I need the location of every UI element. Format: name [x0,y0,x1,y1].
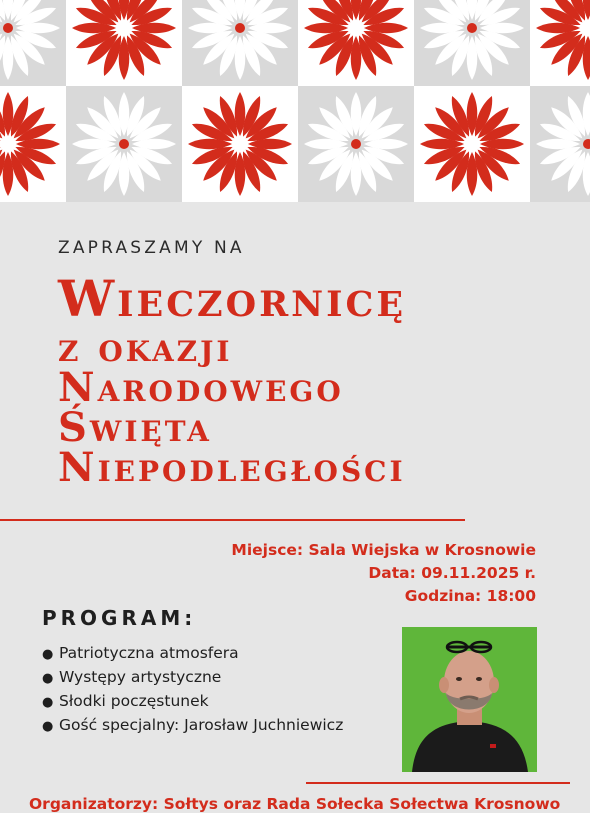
event-place: Miejsce: Sala Wiejska w Krosnowie [231,541,536,559]
guest-photo [402,627,537,772]
bullet-icon: ● [42,671,54,686]
program-item: ● Gość specjalny: Jarosław Juchniewicz [42,713,343,737]
red-flower-icon [66,0,182,86]
flower-pattern [0,0,590,205]
white-flower-icon [530,86,590,202]
program-heading: PROGRAM: [42,606,197,630]
red-flower-icon [298,0,414,86]
title-line-4: Święta [58,404,212,451]
divider-line [0,519,465,521]
title-line-5: Niepodległości [58,444,406,491]
bullet-icon: ● [42,719,54,734]
event-details [231,539,536,608]
white-flower-icon [414,0,530,86]
guest-portrait-icon [402,627,537,772]
red-flower-icon [0,86,66,202]
red-flower-icon [414,86,530,202]
white-flower-icon [182,0,298,86]
program-list [42,641,343,737]
invitation-subtitle: ZAPRASZAMY NA [58,238,245,258]
title-line-1: Wieczornicę [58,269,407,328]
program-item: ● Występy artystyczne [42,665,343,689]
event-time: Godzina: 18:00 [404,587,536,605]
event-title [58,269,407,491]
title-line-3: Narodowego [58,364,344,411]
organizers-text: Organizatorzy: Sołtys oraz Rada Sołecka Sołectwa Krosnowo [29,795,561,813]
red-flower-icon [530,0,590,86]
program-item: ● Patriotyczna atmosfera [42,641,343,665]
title-line-2: z okazji [58,324,233,371]
bullet-icon: ● [42,647,54,662]
program-item: ● Słodki poczęstunek [42,689,343,713]
divider-line [306,782,570,784]
white-flower-icon [66,86,182,202]
white-flower-icon [298,86,414,202]
red-flower-icon [182,86,298,202]
white-flower-icon [0,0,66,86]
bullet-icon: ● [42,695,54,710]
event-date: Data: 09.11.2025 r. [368,564,536,582]
